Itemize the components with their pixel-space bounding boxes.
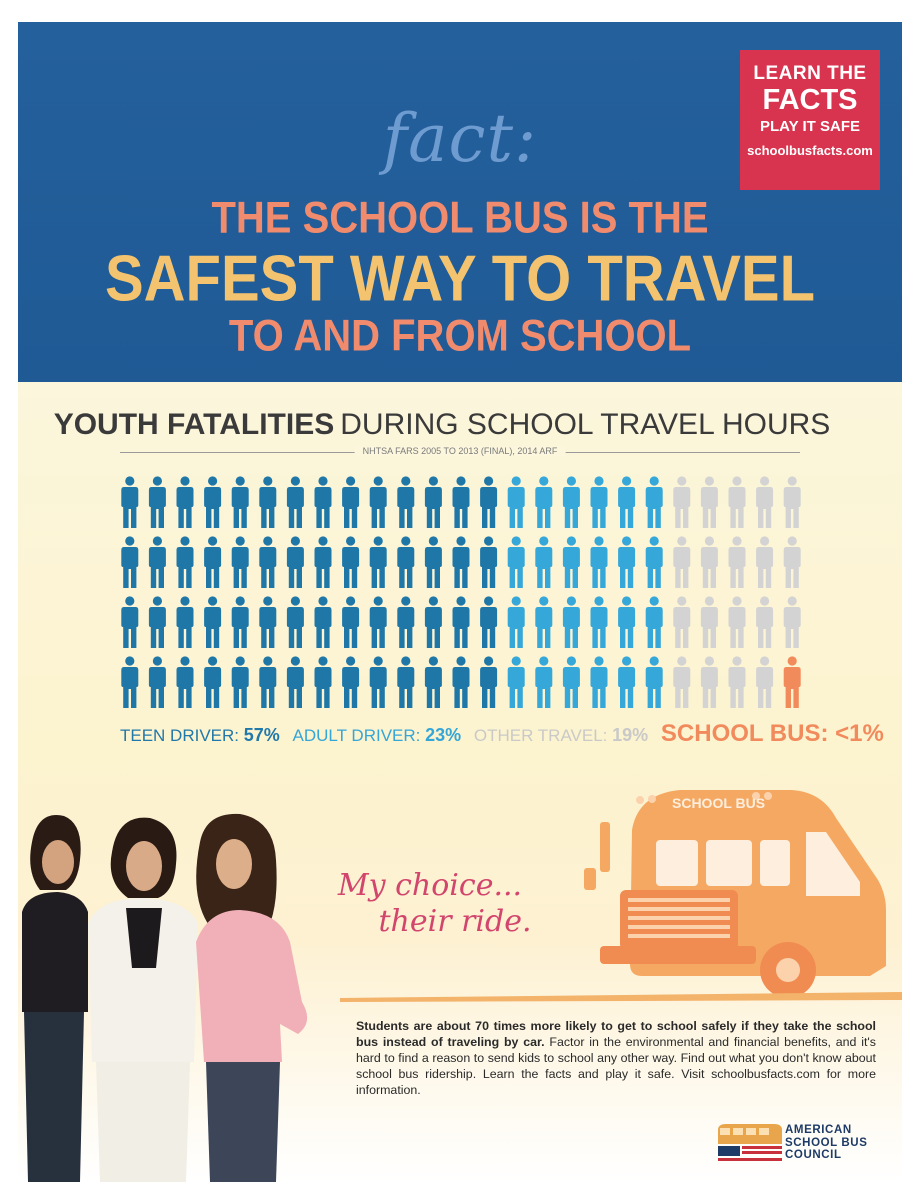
legend-adult-label: ADULT DRIVER: xyxy=(292,726,421,745)
figure-teen-driver xyxy=(480,536,497,588)
figure-adult-driver xyxy=(563,476,580,528)
body-copy xyxy=(356,1018,876,1098)
figure-adult-driver xyxy=(535,476,552,528)
legend-adult-driver xyxy=(293,725,462,746)
legend-adult-pct: 23% xyxy=(425,725,462,745)
figure-teen-driver xyxy=(177,536,194,588)
figure-adult-driver xyxy=(508,536,525,588)
figure-teen-driver xyxy=(204,656,221,708)
figure-adult-driver xyxy=(618,476,635,528)
figure-teen-driver xyxy=(177,596,194,648)
person-right xyxy=(196,814,307,1182)
figure-teen-driver xyxy=(149,536,166,588)
figure-adult-driver xyxy=(646,476,663,528)
figure-teen-driver xyxy=(232,596,249,648)
figure-school-bus xyxy=(784,656,801,708)
figure-adult-driver xyxy=(508,656,525,708)
figure-other-travel xyxy=(756,596,773,648)
figure-teen-driver xyxy=(177,656,194,708)
road-stripe xyxy=(340,990,902,1004)
figure-other-travel xyxy=(756,656,773,708)
figure-other-travel xyxy=(673,536,690,588)
figure-teen-driver xyxy=(425,596,442,648)
figure-teen-driver xyxy=(287,476,304,528)
chart-legend xyxy=(120,720,892,750)
figure-adult-driver xyxy=(535,656,552,708)
figure-teen-driver xyxy=(425,656,442,708)
badge-line-1: LEARN THE xyxy=(753,63,867,84)
figure-teen-driver xyxy=(370,476,387,528)
figure-teen-driver xyxy=(287,656,304,708)
figure-teen-driver xyxy=(149,656,166,708)
person-left xyxy=(22,815,88,1182)
figure-teen-driver xyxy=(259,656,276,708)
legend-school-bus xyxy=(661,720,884,748)
figure-adult-driver xyxy=(646,536,663,588)
badge-line-2: FACTS xyxy=(762,84,858,116)
headline-line-1: THE SCHOOL BUS IS THE xyxy=(211,193,709,243)
figure-other-travel xyxy=(784,596,801,648)
figure-teen-driver xyxy=(204,476,221,528)
figure-teen-driver xyxy=(315,656,332,708)
figure-adult-driver xyxy=(618,656,635,708)
figure-other-travel xyxy=(729,596,746,648)
chart-title-bold: YOUTH FATALITIES xyxy=(53,408,335,441)
figure-teen-driver xyxy=(259,596,276,648)
figure-adult-driver xyxy=(591,656,608,708)
legend-other-travel xyxy=(474,725,648,746)
figure-teen-driver xyxy=(204,596,221,648)
figure-other-travel xyxy=(756,536,773,588)
family-photo xyxy=(18,812,348,1182)
chart-source xyxy=(120,446,800,458)
figure-teen-driver xyxy=(121,536,138,588)
figure-teen-driver xyxy=(342,476,359,528)
headline-line-3: TO AND FROM SCHOOL xyxy=(228,311,692,361)
body-copy-bold: Students are about 70 times more likely to get to school safely if they take the school bus instead of traveling by car. xyxy=(356,1019,876,1049)
figure-teen-driver xyxy=(453,596,470,648)
figure-teen-driver xyxy=(259,536,276,588)
figure-teen-driver xyxy=(315,536,332,588)
chart-title xyxy=(0,408,884,442)
figure-adult-driver xyxy=(508,596,525,648)
figure-teen-driver xyxy=(149,596,166,648)
figure-adult-driver xyxy=(646,656,663,708)
figure-adult-driver xyxy=(563,536,580,588)
figure-teen-driver xyxy=(397,536,414,588)
figure-adult-driver xyxy=(591,596,608,648)
figure-teen-driver xyxy=(149,476,166,528)
logo-line-3: COUNCIL xyxy=(785,1149,842,1161)
figure-other-travel xyxy=(701,596,718,648)
legend-teen-label: TEEN DRIVER: xyxy=(120,726,240,745)
figure-teen-driver xyxy=(287,536,304,588)
figure-teen-driver xyxy=(315,596,332,648)
figure-adult-driver xyxy=(646,596,663,648)
legend-other-pct: 19% xyxy=(612,725,649,745)
legend-other-label: OTHER TRAVEL: xyxy=(473,726,608,745)
person-middle xyxy=(88,818,198,1182)
bus-sign: SCHOOL BUS xyxy=(672,795,766,811)
figure-teen-driver xyxy=(397,476,414,528)
figure-other-travel xyxy=(701,536,718,588)
figure-other-travel xyxy=(756,476,773,528)
tagline-line-1: My choice... xyxy=(337,868,523,903)
figure-teen-driver xyxy=(370,656,387,708)
figure-adult-driver xyxy=(618,536,635,588)
figure-teen-driver xyxy=(453,536,470,588)
figure-teen-driver xyxy=(121,476,138,528)
school-bus-illustration xyxy=(560,770,900,1000)
chart-title-rest: DURING SCHOOL TRAVEL HOURS xyxy=(340,408,831,441)
figure-teen-driver xyxy=(232,656,249,708)
headline-line-2: SAFEST WAY TO TRAVEL xyxy=(104,242,816,315)
figure-other-travel xyxy=(784,476,801,528)
fact-word: fact: xyxy=(382,100,538,177)
figure-adult-driver xyxy=(535,596,552,648)
figure-teen-driver xyxy=(425,536,442,588)
fatalities-pictogram xyxy=(116,472,806,712)
figure-teen-driver xyxy=(370,596,387,648)
figure-teen-driver xyxy=(453,656,470,708)
logo-line-2: SCHOOL BUS xyxy=(785,1136,868,1149)
figure-teen-driver xyxy=(232,476,249,528)
figure-adult-driver xyxy=(508,476,525,528)
hero-banner xyxy=(18,22,902,382)
figure-teen-driver xyxy=(204,536,221,588)
figure-other-travel xyxy=(729,476,746,528)
tagline-line-2: their ride. xyxy=(378,904,532,939)
figure-other-travel xyxy=(673,656,690,708)
figure-teen-driver xyxy=(342,596,359,648)
figure-adult-driver xyxy=(563,596,580,648)
legend-bus-label: SCHOOL BUS: xyxy=(660,720,829,747)
figure-other-travel xyxy=(784,536,801,588)
chart-source-text: NHTSA FARS 2005 TO 2013 (FINAL), 2014 ARF xyxy=(355,446,566,456)
figure-teen-driver xyxy=(121,656,138,708)
figure-teen-driver xyxy=(287,596,304,648)
figure-adult-driver xyxy=(535,536,552,588)
figure-teen-driver xyxy=(232,536,249,588)
figure-teen-driver xyxy=(259,476,276,528)
logo-text xyxy=(785,1124,867,1162)
figure-adult-driver xyxy=(591,476,608,528)
figure-other-travel xyxy=(701,476,718,528)
figure-adult-driver xyxy=(618,596,635,648)
figure-teen-driver xyxy=(342,656,359,708)
figure-teen-driver xyxy=(177,476,194,528)
legend-teen-pct: 57% xyxy=(243,725,280,745)
figure-other-travel xyxy=(729,536,746,588)
figure-teen-driver xyxy=(397,596,414,648)
figure-other-travel xyxy=(729,656,746,708)
logo-line-1: AMERICAN xyxy=(785,1124,852,1136)
badge-line-3: PLAY IT SAFE xyxy=(759,118,861,135)
legend-bus-pct: <1% xyxy=(835,720,884,747)
badge-url[interactable]: schoolbusfacts.com xyxy=(747,143,873,158)
figure-teen-driver xyxy=(453,476,470,528)
figure-teen-driver xyxy=(480,596,497,648)
figure-teen-driver xyxy=(121,596,138,648)
figure-teen-driver xyxy=(370,536,387,588)
figure-adult-driver xyxy=(563,656,580,708)
figure-other-travel xyxy=(701,656,718,708)
figure-teen-driver xyxy=(480,476,497,528)
figure-teen-driver xyxy=(342,536,359,588)
figure-teen-driver xyxy=(480,656,497,708)
figure-teen-driver xyxy=(425,476,442,528)
figure-teen-driver xyxy=(315,476,332,528)
figure-adult-driver xyxy=(591,536,608,588)
figure-teen-driver xyxy=(397,656,414,708)
figure-other-travel xyxy=(673,476,690,528)
body-copy-rest: Factor in the environmental and financial benefits, and it's hard to find a reason to send kids to school any other way. Find out what you don't know about school bus ridership. Learn the facts and play it safe. Visit schoolbusfacts.com for more information. xyxy=(356,1035,876,1097)
figure-other-travel xyxy=(673,596,690,648)
legend-teen-driver xyxy=(120,725,280,746)
